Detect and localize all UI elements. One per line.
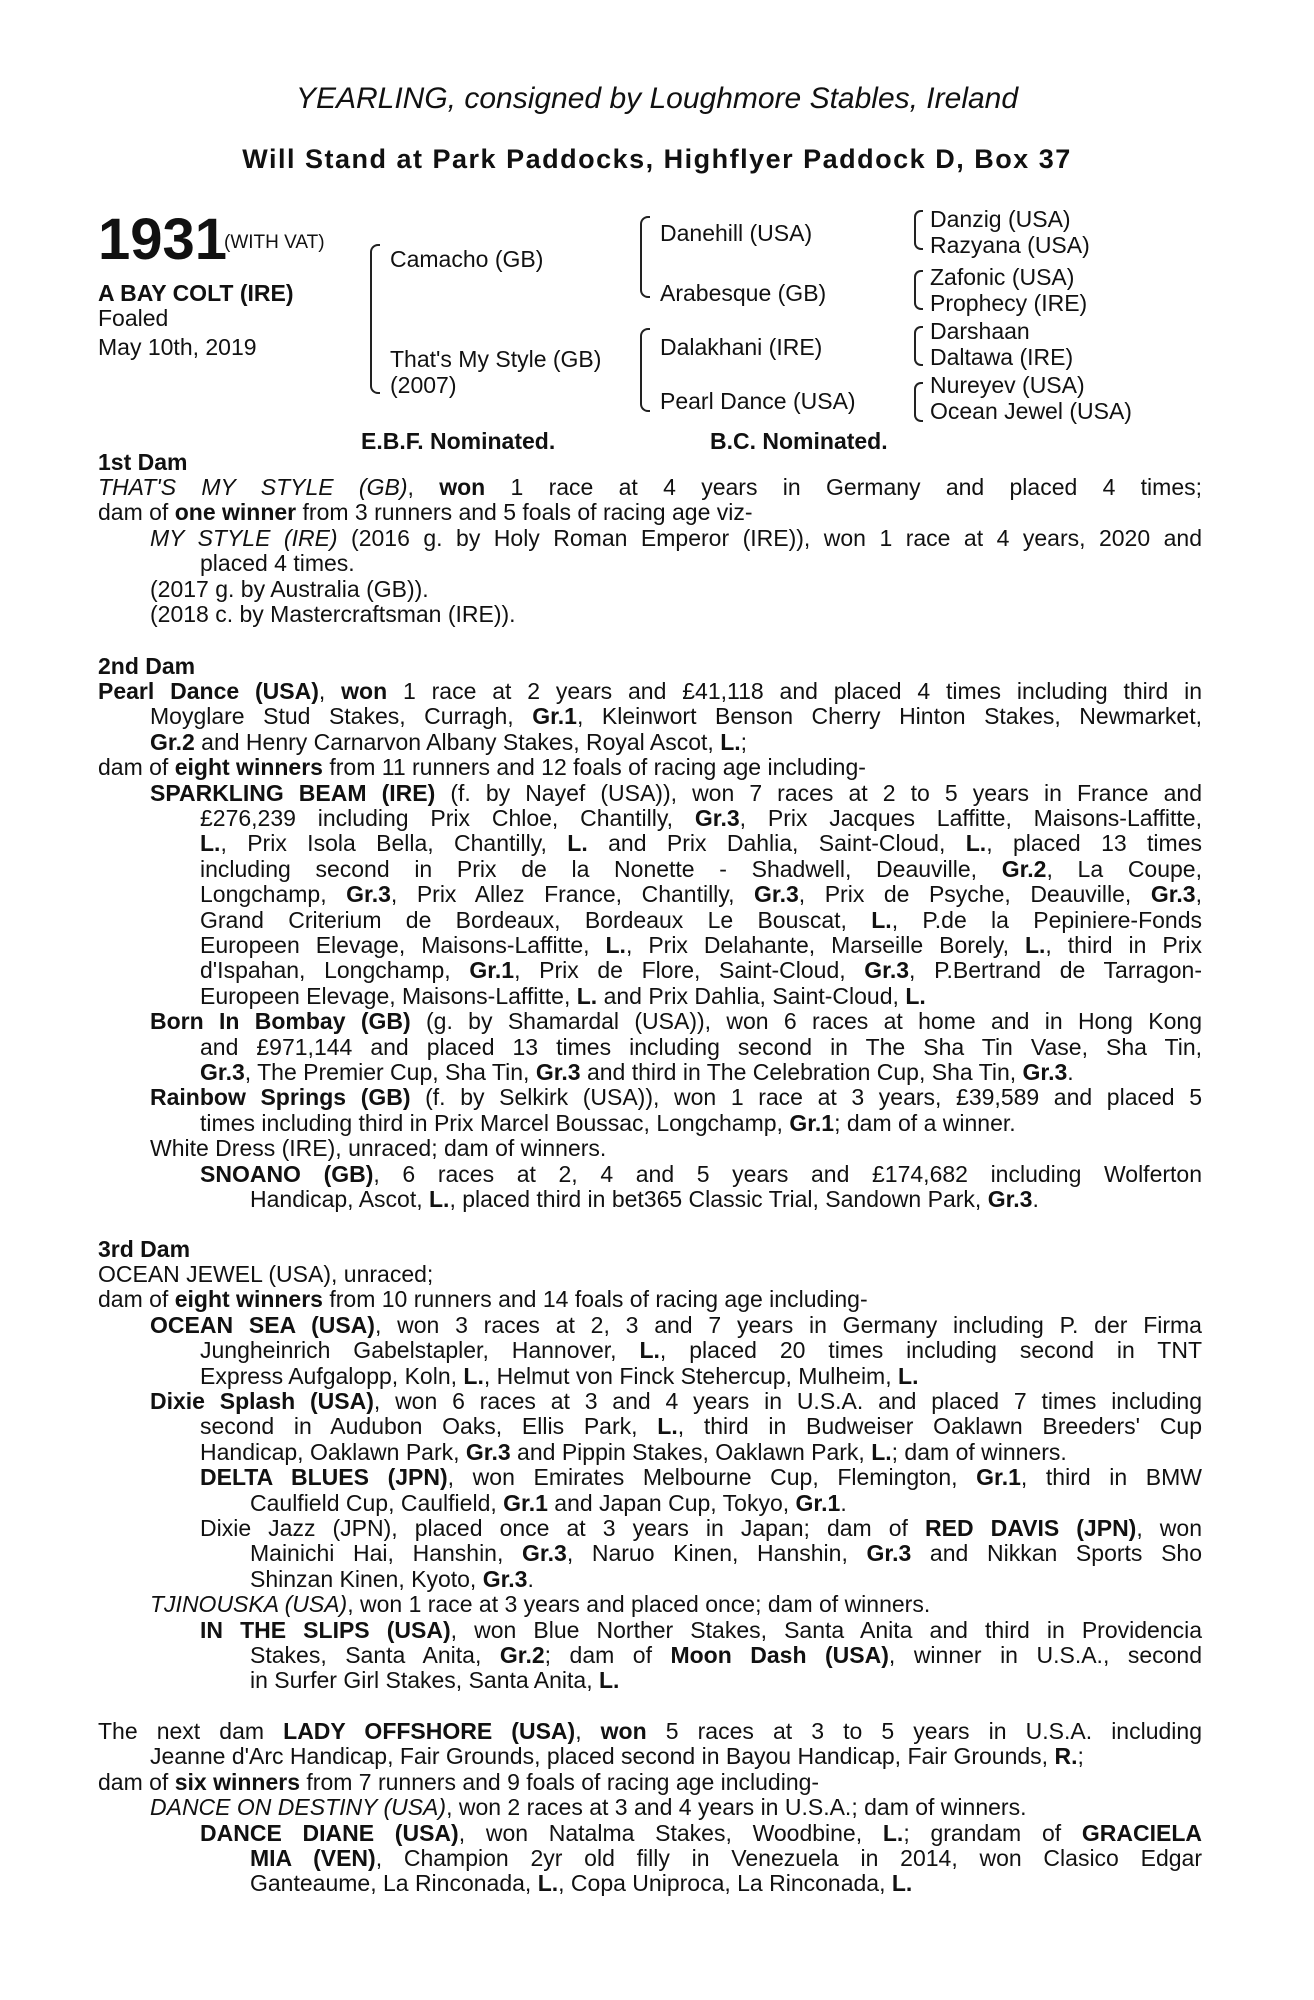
text-run: , La Coupe, — [1046, 855, 1202, 882]
second-dam-line — [200, 882, 1202, 907]
dam-dam: Pearl Dance (USA) — [660, 388, 856, 414]
second-dam-line — [98, 755, 866, 780]
third-dam-line — [200, 1516, 1202, 1541]
text-run: L. — [898, 1362, 919, 1389]
text-run: in Surfer Girl Stakes, Santa Anita, — [250, 1667, 599, 1694]
text-run: Gr.1 — [469, 957, 515, 984]
pedigree-brace-sire — [640, 216, 650, 298]
text-run: Rainbow Springs (GB) — [150, 1084, 411, 1111]
text-run: Jungheinrich Gabelstapler, Hannover, — [200, 1337, 640, 1364]
text-run: L. — [576, 982, 598, 1009]
sire-dam: Arabesque (GB) — [660, 280, 827, 306]
text-run: Handicap, Ascot, — [250, 1186, 429, 1212]
text-run: six winners — [174, 1768, 300, 1795]
ebf-nomination: E.B.F. Nominated. — [361, 428, 556, 454]
text-run: and Prix Dahlia, Saint-Cloud, — [587, 830, 966, 857]
text-run: Gr.3 — [866, 1540, 912, 1567]
text-run: Gr.3 — [522, 1540, 567, 1567]
text-run: Gr.2 — [150, 728, 195, 755]
text-run: 1 race at 4 years in Germany and placed 4 times; — [485, 474, 1203, 500]
text-run: and £971,144 and placed 13 times including second in The Sha Tin Vase, Sha Tin, — [200, 1033, 1202, 1060]
foaled-label: Foaled — [98, 305, 169, 331]
text-run: Gr.3 — [754, 881, 799, 908]
text-run: Gr.1 — [532, 703, 577, 730]
text-run: SPARKLING BEAM (IRE) — [150, 779, 436, 806]
text-run: , — [407, 474, 440, 500]
dam-sire: Dalakhani (IRE) — [660, 334, 823, 360]
pedigree-brace-ds — [914, 326, 923, 366]
text-run: , P.de la Pepiniere-Fonds — [891, 906, 1202, 933]
text-run: L. — [639, 1337, 660, 1364]
ggp-3: Zafonic (USA) — [930, 264, 1075, 290]
first-dam-line — [150, 602, 516, 627]
text-run: , won 3 races at 2, 3 and 7 years in Germany including P. der Firma — [374, 1311, 1202, 1338]
text-run: DELTA BLUES (JPN) — [200, 1464, 448, 1491]
first-dam-line — [98, 475, 1202, 500]
page-title: YEARLING, consigned by Loughmore Stables, Ireland — [295, 82, 1019, 115]
next-dam-line — [150, 1795, 1026, 1820]
text-run: , Kleinwort Benson Cherry Hinton Stakes, Newmarket, — [576, 703, 1202, 730]
text-run: placed 4 times. — [200, 550, 355, 577]
text-run: and Pippin Stakes, Oaklawn Park, — [510, 1438, 872, 1465]
text-run: from 11 runners and 12 foals of racing age including- — [322, 754, 866, 781]
text-run: , Champion 2yr old filly in Venezuela in 2014, won Clasico Edgar — [375, 1845, 1202, 1871]
text-run: IN THE SLIPS (USA) — [200, 1616, 451, 1643]
text-run: and Nikkan Sports Sho — [911, 1540, 1202, 1567]
text-run: L. — [463, 1362, 484, 1389]
text-run: Born In Bombay (GB) — [150, 1008, 411, 1035]
text-run: RED DAVIS (JPN) — [925, 1515, 1137, 1541]
third-dam-line — [200, 1364, 918, 1389]
next-dam-line — [250, 1846, 1202, 1871]
second-dam-heading: 2nd Dam — [98, 653, 196, 679]
text-run: Gr.3 — [1022, 1059, 1068, 1085]
text-run: , Prix Isola Bella, Chantilly, — [220, 830, 568, 857]
text-run: second in Audubon Oaks, Ellis Park, — [200, 1413, 658, 1440]
text-run: , won Blue Norther Stakes, Santa Anita and third in Providencia — [450, 1616, 1203, 1643]
pedigree-brace-sd — [914, 270, 923, 310]
text-run: , third in Budweiser Oaklawn Breeders' Cup — [677, 1413, 1203, 1440]
second-dam-line — [200, 831, 1202, 856]
text-run: Ganteaume, La Rinconada, — [250, 1870, 538, 1897]
text-run: , won — [1136, 1515, 1202, 1541]
ggp-7: Nureyev (USA) — [930, 372, 1085, 398]
text-run: THAT'S MY STYLE (GB) — [98, 474, 408, 500]
pedigree-brace-main — [370, 244, 380, 394]
text-run: won — [341, 678, 388, 704]
text-run: £276,239 including Prix Chloe, Chantilly, — [200, 805, 695, 831]
text-run: and Prix Dahlia, Saint-Cloud, — [597, 982, 906, 1009]
text-run: 1 race at 2 years and £41,118 and placed 4 times including third in — [387, 678, 1202, 704]
text-run: R. — [1054, 1743, 1078, 1770]
text-run: , Prix Delahante, Marseille Borely, — [625, 932, 1025, 958]
ggp-8: Ocean Jewel (USA) — [930, 398, 1132, 424]
text-run: Longchamp, — [200, 881, 347, 908]
text-run: L. — [657, 1413, 678, 1440]
text-run: , Prix de Psyche, Deauville, — [798, 881, 1151, 908]
text-run: , Copa Uniproca, La Rinconada, — [558, 1870, 892, 1897]
text-run: DANCE ON DESTINY (USA) — [150, 1794, 447, 1821]
text-run: from 7 runners and 9 foals of racing age including- — [300, 1768, 820, 1795]
text-run: Gr.3 — [346, 881, 391, 908]
text-run: eight winners — [174, 1286, 323, 1313]
text-run: Gr.3 — [694, 805, 740, 831]
text-run: GRACIELA — [1081, 1819, 1202, 1846]
first-dam-line — [150, 577, 429, 602]
third-dam-line — [250, 1643, 1202, 1668]
text-run: ; dam of a winner. — [834, 1109, 1016, 1136]
text-run: Gr.3 — [482, 1565, 528, 1592]
second-dam-line — [200, 958, 1202, 983]
text-run: , third in BMW — [1020, 1464, 1203, 1491]
text-run: Express Aufgalopp, Koln, — [200, 1362, 464, 1389]
third-dam-line — [200, 1338, 1202, 1363]
first-dam-line — [200, 551, 355, 576]
third-dam-line — [150, 1389, 1202, 1414]
text-run: (f. by Selkirk (USA)), won 1 race at 3 years, £39,589 and placed 5 — [410, 1084, 1202, 1111]
text-run: , placed 13 times — [986, 830, 1202, 857]
second-dam-line — [200, 1035, 1202, 1060]
first-dam-line — [150, 526, 1202, 551]
text-run: Gr.3 — [465, 1438, 511, 1465]
text-run: Gr.2 — [499, 1642, 545, 1668]
text-run: Caulfield Cup, Caulfield, — [250, 1489, 504, 1516]
text-run: L. — [871, 906, 892, 933]
text-run: The next dam — [98, 1718, 284, 1744]
text-run: (2017 g. by Australia (GB)). — [150, 575, 429, 602]
text-run: won — [600, 1718, 647, 1744]
text-run: L. — [882, 1819, 904, 1846]
text-run: (2018 c. by Mastercraftsman (IRE)). — [150, 601, 516, 627]
text-run: Moyglare Stud Stakes, Curragh, — [150, 703, 533, 730]
text-run: , The Premier Cup, Sha Tin, — [244, 1059, 536, 1085]
text-run: and Japan Cup, Tokyo, — [547, 1489, 796, 1516]
text-run: , Helmut von Finck Stehercup, Mulheim, — [483, 1362, 899, 1389]
text-run: LADY OFFSHORE (USA) — [283, 1718, 576, 1744]
ggp-1: Danzig (USA) — [930, 206, 1071, 232]
second-dam-line — [200, 806, 1202, 831]
text-run: Gr.1 — [503, 1489, 548, 1516]
next-dam-line — [250, 1871, 912, 1896]
second-dam-line — [150, 781, 1202, 806]
text-run: Handicap, Oaklawn Park, — [200, 1438, 466, 1465]
text-run: L. — [1024, 932, 1046, 958]
lot-number: 1931 — [98, 207, 228, 272]
text-run: . — [1032, 1186, 1039, 1212]
text-run: , P.Bertrand de Tarragon- — [909, 957, 1202, 984]
second-dam-line — [200, 908, 1202, 933]
text-run: Moon Dash (USA) — [670, 1642, 889, 1668]
text-run: L. — [537, 1870, 559, 1897]
third-dam-line — [98, 1262, 433, 1287]
pedigree-brace-dd — [914, 382, 923, 422]
text-run: Mainichi Hai, Hanshin, — [250, 1540, 523, 1567]
text-run: . — [527, 1565, 534, 1592]
third-dam-line — [98, 1287, 868, 1312]
text-run: 5 races at 3 to 5 years in U.S.A. including — [646, 1718, 1202, 1744]
text-run: ; grandam of — [903, 1819, 1082, 1846]
first-dam-line — [98, 500, 753, 525]
third-dam-line — [200, 1440, 1067, 1465]
text-run: Shinzan Kinen, Kyoto, — [250, 1565, 483, 1592]
text-run: (f. by Nayef (USA)), won 7 races at 2 to 5 years in France and — [435, 779, 1202, 806]
third-dam-line — [200, 1618, 1202, 1643]
text-run: (2016 g. by Holy Roman Emperor (IRE)), won 1 race at 4 years, 2020 and — [337, 524, 1202, 551]
sire-name: Camacho (GB) — [390, 246, 544, 272]
text-run: , — [575, 1718, 601, 1744]
second-dam-line — [200, 984, 926, 1009]
text-run: d'Ispahan, Longchamp, — [200, 957, 470, 984]
foaled-date: May 10th, 2019 — [98, 334, 257, 360]
text-run: Gr.3 — [200, 1059, 245, 1085]
text-run: dam of — [98, 499, 175, 526]
text-run: ; — [1077, 1743, 1084, 1770]
text-run: Europeen Elevage, Maisons-Laffitte, — [200, 982, 577, 1009]
third-dam-line — [250, 1541, 1202, 1566]
ggp-5: Darshaan — [930, 318, 1030, 344]
text-run: TJINOUSKA (USA) — [150, 1591, 348, 1618]
text-run: one winner — [174, 499, 297, 526]
bc-nomination: B.C. Nominated. — [710, 428, 888, 454]
text-run: Stakes, Santa Anita, — [250, 1642, 500, 1668]
text-run: dam of — [98, 754, 175, 781]
text-run: won — [439, 474, 486, 500]
text-run: , 6 races at 2, 4 and 5 years and £174,682 including Wolferton — [373, 1160, 1202, 1187]
text-run: L. — [905, 982, 926, 1009]
text-run: , winner in U.S.A., second — [888, 1642, 1203, 1668]
text-run: , third in Prix — [1045, 932, 1202, 958]
vat-note: (WITH VAT) — [224, 232, 325, 253]
next-dam-line — [98, 1719, 1202, 1744]
lot-description: A BAY COLT (IRE) — [98, 280, 294, 306]
text-run: Gr.3 — [987, 1186, 1033, 1212]
text-run: , Naruo Kinen, Hanshin, — [566, 1540, 867, 1567]
second-dam-line — [250, 1187, 1039, 1212]
second-dam-line — [150, 730, 747, 755]
text-run: MY STYLE (IRE) — [150, 524, 338, 551]
next-dam-line — [200, 1821, 1202, 1846]
text-run: , won Natalma Stakes, Woodbine, — [458, 1819, 883, 1846]
text-run: . — [840, 1489, 847, 1516]
text-run: Jeanne d'Arc Handicap, Fair Grounds, placed second in Bayou Handicap, Fair Grounds, — [150, 1743, 1055, 1770]
text-run: , won 1 race at 3 years and placed once; dam of winners. — [347, 1591, 931, 1618]
second-dam-line — [150, 704, 1202, 729]
text-run: ; — [740, 728, 748, 755]
text-run: Gr.3 — [864, 957, 910, 984]
text-run: Grand Criterium de Bordeaux, Bordeaux Le Bouscat, — [200, 906, 872, 933]
text-run: Gr.2 — [1001, 855, 1047, 882]
second-dam-line — [98, 679, 1202, 704]
text-run: L. — [605, 932, 626, 958]
text-run: L. — [871, 1438, 892, 1465]
ggp-4: Prophecy (IRE) — [930, 290, 1088, 316]
text-run: , — [1195, 881, 1202, 908]
ggp-6: Daltawa (IRE) — [930, 344, 1074, 370]
text-run: ; dam of winners. — [891, 1438, 1067, 1465]
text-run: , Prix de Flore, Saint-Cloud, — [514, 957, 865, 984]
third-dam-line — [200, 1414, 1202, 1439]
text-run: , won 2 races at 3 and 4 years in U.S.A.; dam of winners. — [446, 1794, 1027, 1821]
sire-sire: Danehill (USA) — [660, 220, 813, 246]
text-run: eight winners — [174, 754, 323, 781]
text-run: L. — [429, 1186, 450, 1212]
third-dam-line — [250, 1567, 534, 1592]
second-dam-line — [200, 857, 1202, 882]
text-run: including second in Prix de la Nonette - Shadwell, Deauville, — [200, 855, 1002, 882]
third-dam-line — [150, 1313, 1202, 1338]
text-run: , placed 20 times including second in TNT — [659, 1337, 1202, 1364]
text-run: (g. by Shamardal (USA)), won 6 races at home and in Hong Kong — [410, 1008, 1202, 1035]
text-run: and third in The Celebration Cup, Sha Tin, — [580, 1059, 1023, 1085]
text-run: SNOANO (GB) — [200, 1160, 374, 1187]
text-run: Gr.3 — [535, 1059, 581, 1085]
text-run: Dixie Jazz (JPN), placed once at 3 years in Japan; dam of — [200, 1515, 926, 1541]
text-run: OCEAN SEA (USA) — [150, 1311, 375, 1338]
text-run: White Dress (IRE), unraced; dam of winners. — [150, 1135, 607, 1162]
venue-line: Will Stand at Park Paddocks, Highflyer Paddock D, Box 37 — [242, 144, 1072, 174]
next-dam-line — [150, 1744, 1084, 1769]
third-dam-line — [200, 1465, 1202, 1490]
text-run: Pearl Dance (USA) — [98, 678, 319, 704]
text-run: Gr.3 — [1150, 881, 1196, 908]
third-dam-heading: 3rd Dam — [98, 1236, 191, 1262]
second-dam-line — [200, 933, 1202, 958]
second-dam-line — [150, 1136, 606, 1161]
text-run: Gr.1 — [976, 1464, 1021, 1491]
second-dam-line — [150, 1085, 1202, 1110]
text-run: Gr.1 — [789, 1109, 835, 1136]
first-dam-heading: 1st Dam — [98, 449, 188, 475]
second-dam-line — [200, 1060, 1074, 1085]
text-run: MIA (VEN) — [250, 1845, 376, 1871]
text-run: ; dam of — [544, 1642, 671, 1668]
text-run: L. — [567, 830, 588, 857]
text-run: DANCE DIANE (USA) — [200, 1819, 459, 1846]
text-run: , won Emirates Melbourne Cup, Flemington, — [447, 1464, 977, 1491]
text-run: times including third in Prix Marcel Boussac, Longchamp, — [200, 1109, 790, 1136]
text-run: . — [1067, 1059, 1074, 1085]
text-run: , placed third in bet365 Classic Trial, Sandown Park, — [449, 1186, 988, 1212]
text-run: from 3 runners and 5 foals of racing age viz- — [296, 499, 753, 526]
text-run: L. — [965, 830, 987, 857]
text-run: L. — [720, 728, 741, 755]
text-run: , — [318, 678, 342, 704]
third-dam-line — [150, 1592, 930, 1617]
second-dam-line — [200, 1162, 1202, 1187]
text-run: L. — [200, 830, 221, 857]
text-run: L. — [891, 1870, 913, 1897]
text-run: OCEAN JEWEL (USA), unraced; — [98, 1261, 434, 1287]
text-run: Gr.1 — [795, 1489, 841, 1516]
text-run: , Prix Jacques Laffitte, Maisons-Laffitte, — [739, 805, 1202, 831]
pedigree-brace-dam — [640, 328, 650, 412]
ggp-2: Razyana (USA) — [930, 232, 1090, 258]
pedigree-brace-ss — [914, 210, 923, 250]
text-run: from 10 runners and 14 foals of racing age including- — [322, 1286, 868, 1313]
text-run: Europeen Elevage, Maisons-Laffitte, — [200, 932, 606, 958]
text-run: , won 6 races at 3 and 4 years in U.S.A. and placed 7 times including — [373, 1388, 1202, 1414]
dam-year: (2007) — [390, 372, 457, 398]
second-dam-line — [200, 1111, 1016, 1136]
text-run: , Prix Allez France, Chantilly, — [390, 881, 755, 908]
text-run: dam of — [98, 1286, 175, 1313]
text-run: L. — [599, 1667, 620, 1694]
next-dam-line — [98, 1770, 819, 1795]
text-run: dam of — [98, 1768, 175, 1795]
third-dam-line — [250, 1668, 619, 1693]
second-dam-line — [150, 1009, 1202, 1034]
dam-name: That's My Style (GB) — [390, 346, 602, 372]
text-run: and Henry Carnarvon Albany Stakes, Royal Ascot, — [194, 728, 721, 755]
third-dam-line — [250, 1491, 847, 1516]
text-run: Dixie Splash (USA) — [150, 1388, 374, 1414]
